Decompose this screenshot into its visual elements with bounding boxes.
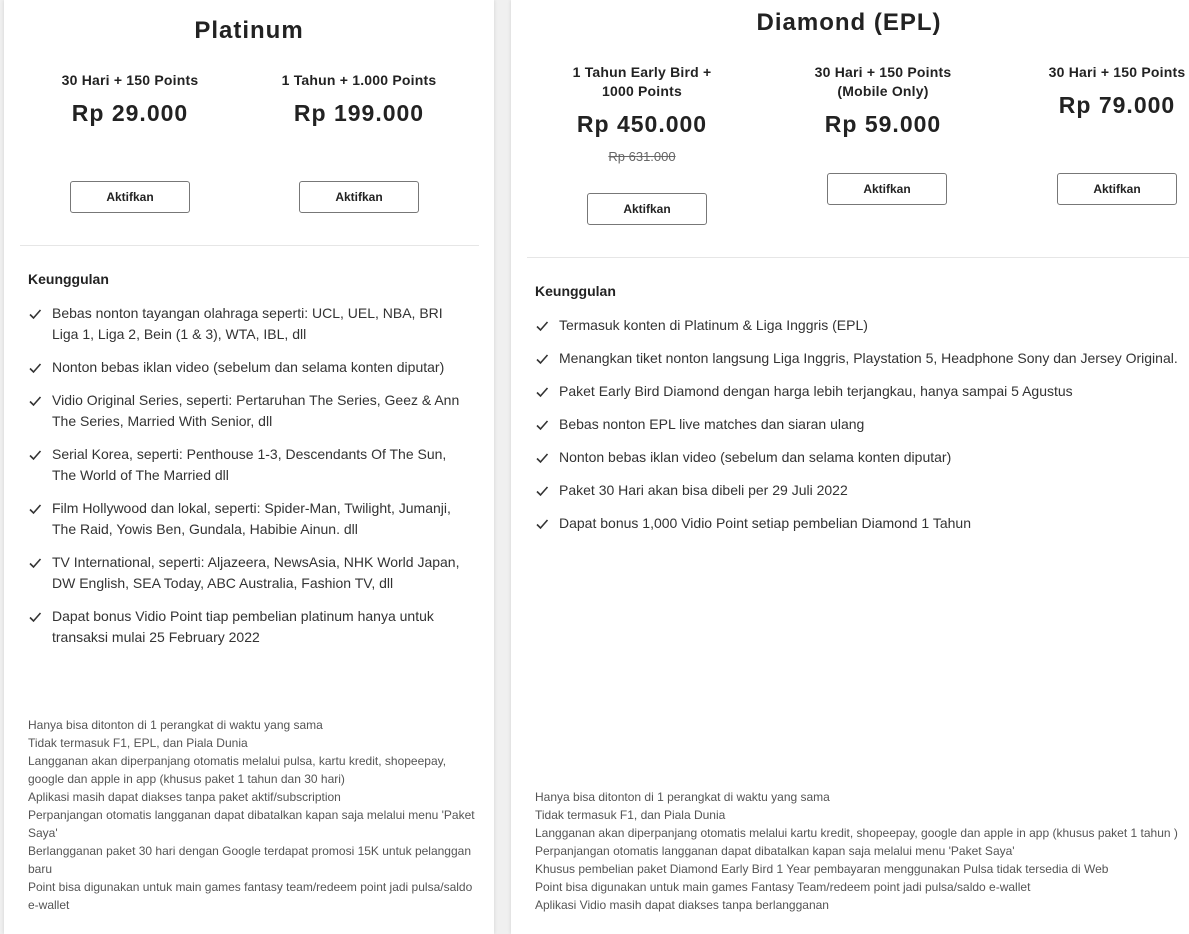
check-icon [535, 517, 549, 531]
diamond-plan-30-hari [1031, 63, 1189, 119]
benefit-item [28, 552, 468, 594]
check-icon [28, 502, 42, 516]
check-icon [535, 352, 549, 366]
benefit-item [535, 348, 1189, 369]
plan-price: Rp 29.000 [71, 100, 189, 126]
diamond-benefits-title: Keunggulan [535, 283, 616, 299]
benefit-item [28, 444, 468, 486]
plan-price: Rp 199.000 [293, 100, 425, 126]
diamond-early-bird-activate-button[interactable]: Aktifkan [587, 193, 707, 225]
benefit-text: Film Hollywood dan lokal, seperti: Spider-Man, Twilight, Jumanji, The Raid, Yowis Ben, Gundala, Habibie Ainun. dll [52, 500, 451, 537]
benefit-item [535, 513, 1189, 534]
diamond-mobile-only-activate-button[interactable]: Aktifkan [827, 173, 947, 205]
benefit-text: Serial Korea, seperti: Penthouse 1-3, Descendants Of The Sun, The World of The Married dll [52, 446, 447, 483]
diamond-notes [535, 788, 1189, 914]
plan-name: 30 Hari + 150 Points (Mobile Only) [814, 64, 952, 99]
plan-name: 1 Tahun + 1.000 Points [281, 72, 437, 88]
benefit-text: Dapat bonus 1,000 Vidio Point setiap pembelian Diamond 1 Tahun [559, 515, 971, 531]
benefit-item [535, 414, 1189, 435]
diamond-title: Diamond (EPL) [756, 9, 942, 36]
plan-price: Rp 59.000 [824, 111, 942, 137]
note: Langganan akan diperpanjang otomatis melalui pulsa, kartu kredit, shopeepay, google dan apple in app (khusus paket 1 tahun dan 30 hari) [28, 754, 447, 786]
benefit-text: Termasuk konten di Platinum & Liga Inggris (EPL) [559, 317, 868, 333]
benefit-text: Vidio Original Series, seperti: Pertaruhan The Series, Geez & Ann The Series, Married With Senior, dll [52, 392, 460, 429]
note: Langganan akan diperpanjang otomatis melalui kartu kredit, shopeepay, google dan apple in app (khusus paket 1 tahun ) [535, 826, 1178, 840]
platinum-notes [28, 716, 478, 914]
note: Hanya bisa ditonton di 1 perangkat di waktu yang sama [28, 718, 323, 732]
platinum-plan-1-tahun [259, 71, 459, 127]
check-icon [535, 484, 549, 498]
note: Khusus pembelian paket Diamond Early Bird 1 Year pembayaran menggunakan Pulsa tidak tersedia di Web [535, 862, 1109, 876]
benefit-text: Menangkan tiket nonton langsung Liga Inggris, Playstation 5, Headphone Sony dan Jersey Original. [559, 350, 1178, 366]
benefit-item [28, 606, 468, 648]
check-icon [28, 556, 42, 570]
benefit-text: Paket 30 Hari akan bisa dibeli per 29 Juli 2022 [559, 482, 848, 498]
check-icon [28, 448, 42, 462]
note: Tidak termasuk F1, EPL, dan Piala Dunia [28, 736, 248, 750]
benefit-item [535, 480, 1189, 501]
check-icon [535, 418, 549, 432]
diamond-plan-early-bird [557, 63, 727, 164]
diamond-30-hari-activate-button[interactable]: Aktifkan [1057, 173, 1177, 205]
check-icon [535, 319, 549, 333]
benefit-item [28, 357, 468, 378]
plan-name: 30 Hari + 150 Points [1048, 64, 1186, 80]
benefit-text: Dapat bonus Vidio Point tiap pembelian platinum hanya untuk transaksi mulai 25 February 2022 [52, 608, 434, 645]
benefit-text: Bebas nonton EPL live matches dan siaran ulang [559, 416, 865, 432]
benefit-item [535, 315, 1189, 336]
benefit-text: Nonton bebas iklan video (sebelum dan selama konten diputar) [52, 359, 445, 375]
benefit-text: Paket Early Bird Diamond dengan harga lebih terjangkau, hanya sampai 5 Agustus [559, 383, 1073, 399]
check-icon [28, 394, 42, 408]
note: Tidak termasuk F1, dan Piala Dunia [535, 808, 726, 822]
divider [527, 257, 1189, 258]
plan-name: 30 Hari + 150 Points [61, 72, 199, 88]
platinum-30-hari-activate-button[interactable]: Aktifkan [70, 181, 190, 213]
divider [20, 245, 479, 246]
plan-name: 1 Tahun Early Bird + 1000 Points [572, 64, 712, 99]
benefit-item [535, 381, 1189, 402]
plan-price: Rp 79.000 [1058, 92, 1176, 118]
platinum-card [4, 0, 494, 934]
check-icon [28, 307, 42, 321]
benefit-item [28, 390, 468, 432]
plan-old-price: Rp 631.000 [608, 149, 676, 164]
note: Point bisa digunakan untuk main games fantasy team/redeem point jadi pulsa/saldo e-wallet [28, 880, 473, 912]
note: Aplikasi masih dapat diakses tanpa paket aktif/subscription [28, 790, 341, 804]
note: Aplikasi Vidio masih dapat diakses tanpa berlangganan [535, 898, 829, 912]
note: Perpanjangan otomatis langganan dapat dibatalkan kapan saja melalui menu 'Paket Saya' [28, 808, 475, 840]
check-icon [535, 451, 549, 465]
platinum-benefits-list [28, 303, 468, 660]
check-icon [28, 610, 42, 624]
benefit-text: TV International, seperti: Aljazeera, NewsAsia, NHK World Japan, DW English, SEA Today, ABC Australia, Fashion TV, dll [52, 554, 460, 591]
platinum-title: Platinum [194, 17, 304, 44]
check-icon [28, 361, 42, 375]
benefit-text: Bebas nonton tayangan olahraga seperti: UCL, UEL, NBA, BRI Liga 1, Liga 2, Bein (1 & 3), WTA, IBL, dll [52, 305, 443, 342]
note: Perpanjangan otomatis langganan dapat dibatalkan kapan saja melalui menu 'Paket Saya' [535, 844, 1015, 858]
plan-price: Rp 450.000 [576, 111, 708, 137]
platinum-1-tahun-activate-button[interactable]: Aktifkan [299, 181, 419, 213]
note: Point bisa digunakan untuk main games Fantasy Team/redeem point jadi pulsa/saldo e-wallet [535, 880, 1031, 894]
diamond-benefits-list [535, 315, 1189, 546]
benefit-item [28, 303, 468, 345]
benefit-text: Nonton bebas iklan video (sebelum dan selama konten diputar) [559, 449, 952, 465]
benefit-item [28, 498, 468, 540]
check-icon [535, 385, 549, 399]
note: Hanya bisa ditonton di 1 perangkat di waktu yang sama [535, 790, 830, 804]
diamond-plan-mobile-only [793, 63, 973, 138]
platinum-benefits-title: Keunggulan [28, 271, 109, 287]
benefit-item [535, 447, 1189, 468]
note: Berlangganan paket 30 hari dengan Google terdapat promosi 15K untuk pelanggan baru [28, 844, 471, 876]
diamond-card [511, 0, 1189, 934]
platinum-plan-30-hari [40, 71, 220, 127]
